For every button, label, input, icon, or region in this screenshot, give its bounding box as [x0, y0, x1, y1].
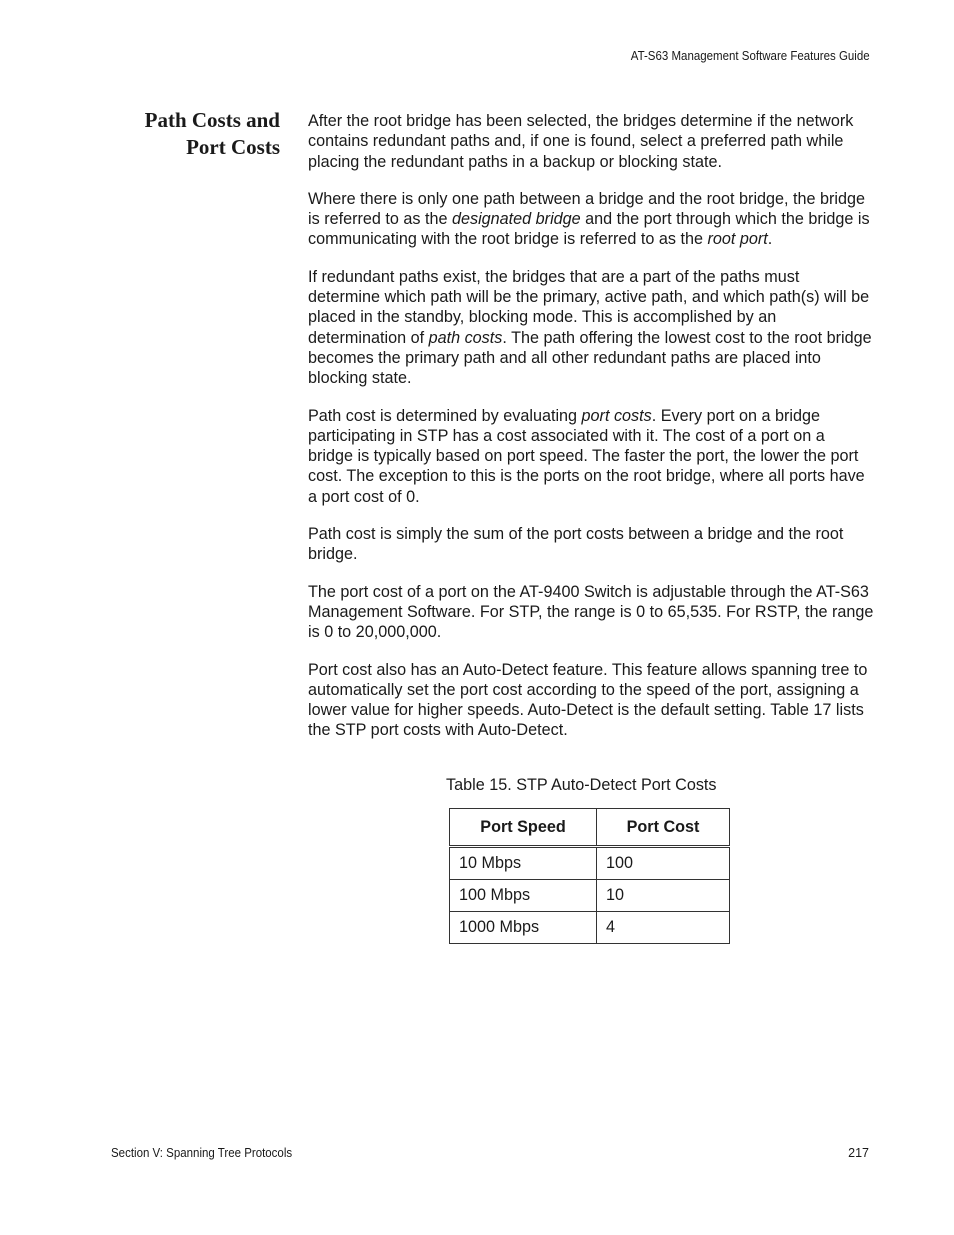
- paragraph-3: If redundant paths exist, the bridges that are a part of the paths must determine which path will be the primary, active path, and which path(s) will be placed in the standby, blocking mode. This is accomplished by an determination of path costs. The path offering the lowest cost to the root bridge becomes the primary path and all other redundant paths are placed into blocking state.: [308, 267, 872, 388]
- paragraph-6: The port cost of a port on the AT-9400 Switch is adjustable through the AT-S63 Management Software. For STP, the range is 0 to 65,535. For RSTP, the range is 0 to 20,000,000.: [308, 582, 874, 642]
- section-heading: [80, 107, 280, 161]
- body-text: [308, 111, 874, 758]
- paragraph-1: After the root bridge has been selected, the bridges determine if the network contains redundant paths and, if one is found, select a preferred path while placing the redundant paths in a backup or blocking state.: [308, 112, 854, 171]
- page-number: 217: [848, 1146, 869, 1160]
- term-root-port: root port: [707, 230, 768, 249]
- column-header-port-speed: Port Speed: [450, 809, 597, 847]
- paragraph-2: Where there is only one path between a bridge and the root bridge, the bridge is referred to as the designated bridge and the port through which the bridge is communicating with the root bridge is referred to as the root port.: [308, 189, 870, 249]
- section-heading-line-1: Path Costs and: [144, 108, 280, 132]
- table-row: [450, 847, 730, 880]
- term-port-costs: port costs: [581, 406, 652, 425]
- table-caption: Table 15. STP Auto-Detect Port Costs: [446, 776, 717, 794]
- cell-port-cost: 100: [597, 847, 730, 880]
- cell-port-cost: 10: [597, 880, 730, 912]
- footer-section-label: Section V: Spanning Tree Protocols: [111, 1146, 293, 1160]
- cell-port-speed: 1000 Mbps: [450, 912, 597, 944]
- paragraph-5: Path cost is simply the sum of the port costs between a bridge and the root bridge.: [308, 525, 844, 564]
- port-cost-table: [449, 808, 730, 944]
- paragraph-7: Port cost also has an Auto-Detect feature. This feature allows spanning tree to automatically set the port cost according to the speed of the port, assigning a lower value for higher speeds. Auto-Detect is the default setting. Table 17 lists the STP port costs with Auto-Detect.: [308, 660, 868, 740]
- term-designated-bridge: designated bridge: [451, 210, 581, 229]
- running-header: AT-S63 Management Software Features Guide: [631, 49, 870, 63]
- table-row: [450, 880, 730, 912]
- paragraph-4: Path cost is determined by evaluating port costs. Every port on a bridge participating in STP has a cost associated with it. The cost of a port on a bridge is typically based on port speed. The faster the port, the lower the port cost. The exception to this is the ports on the root bridge, where all ports have a port cost of 0.: [308, 406, 865, 506]
- cell-port-speed: 10 Mbps: [450, 847, 597, 880]
- table-header-row: [450, 809, 730, 847]
- table-row: [450, 912, 730, 944]
- cell-port-cost: 4: [597, 912, 730, 944]
- section-heading-line-2: Port Costs: [186, 135, 280, 159]
- column-header-port-cost: Port Cost: [597, 809, 730, 847]
- cell-port-speed: 100 Mbps: [450, 880, 597, 912]
- term-path-costs: path costs: [428, 328, 503, 347]
